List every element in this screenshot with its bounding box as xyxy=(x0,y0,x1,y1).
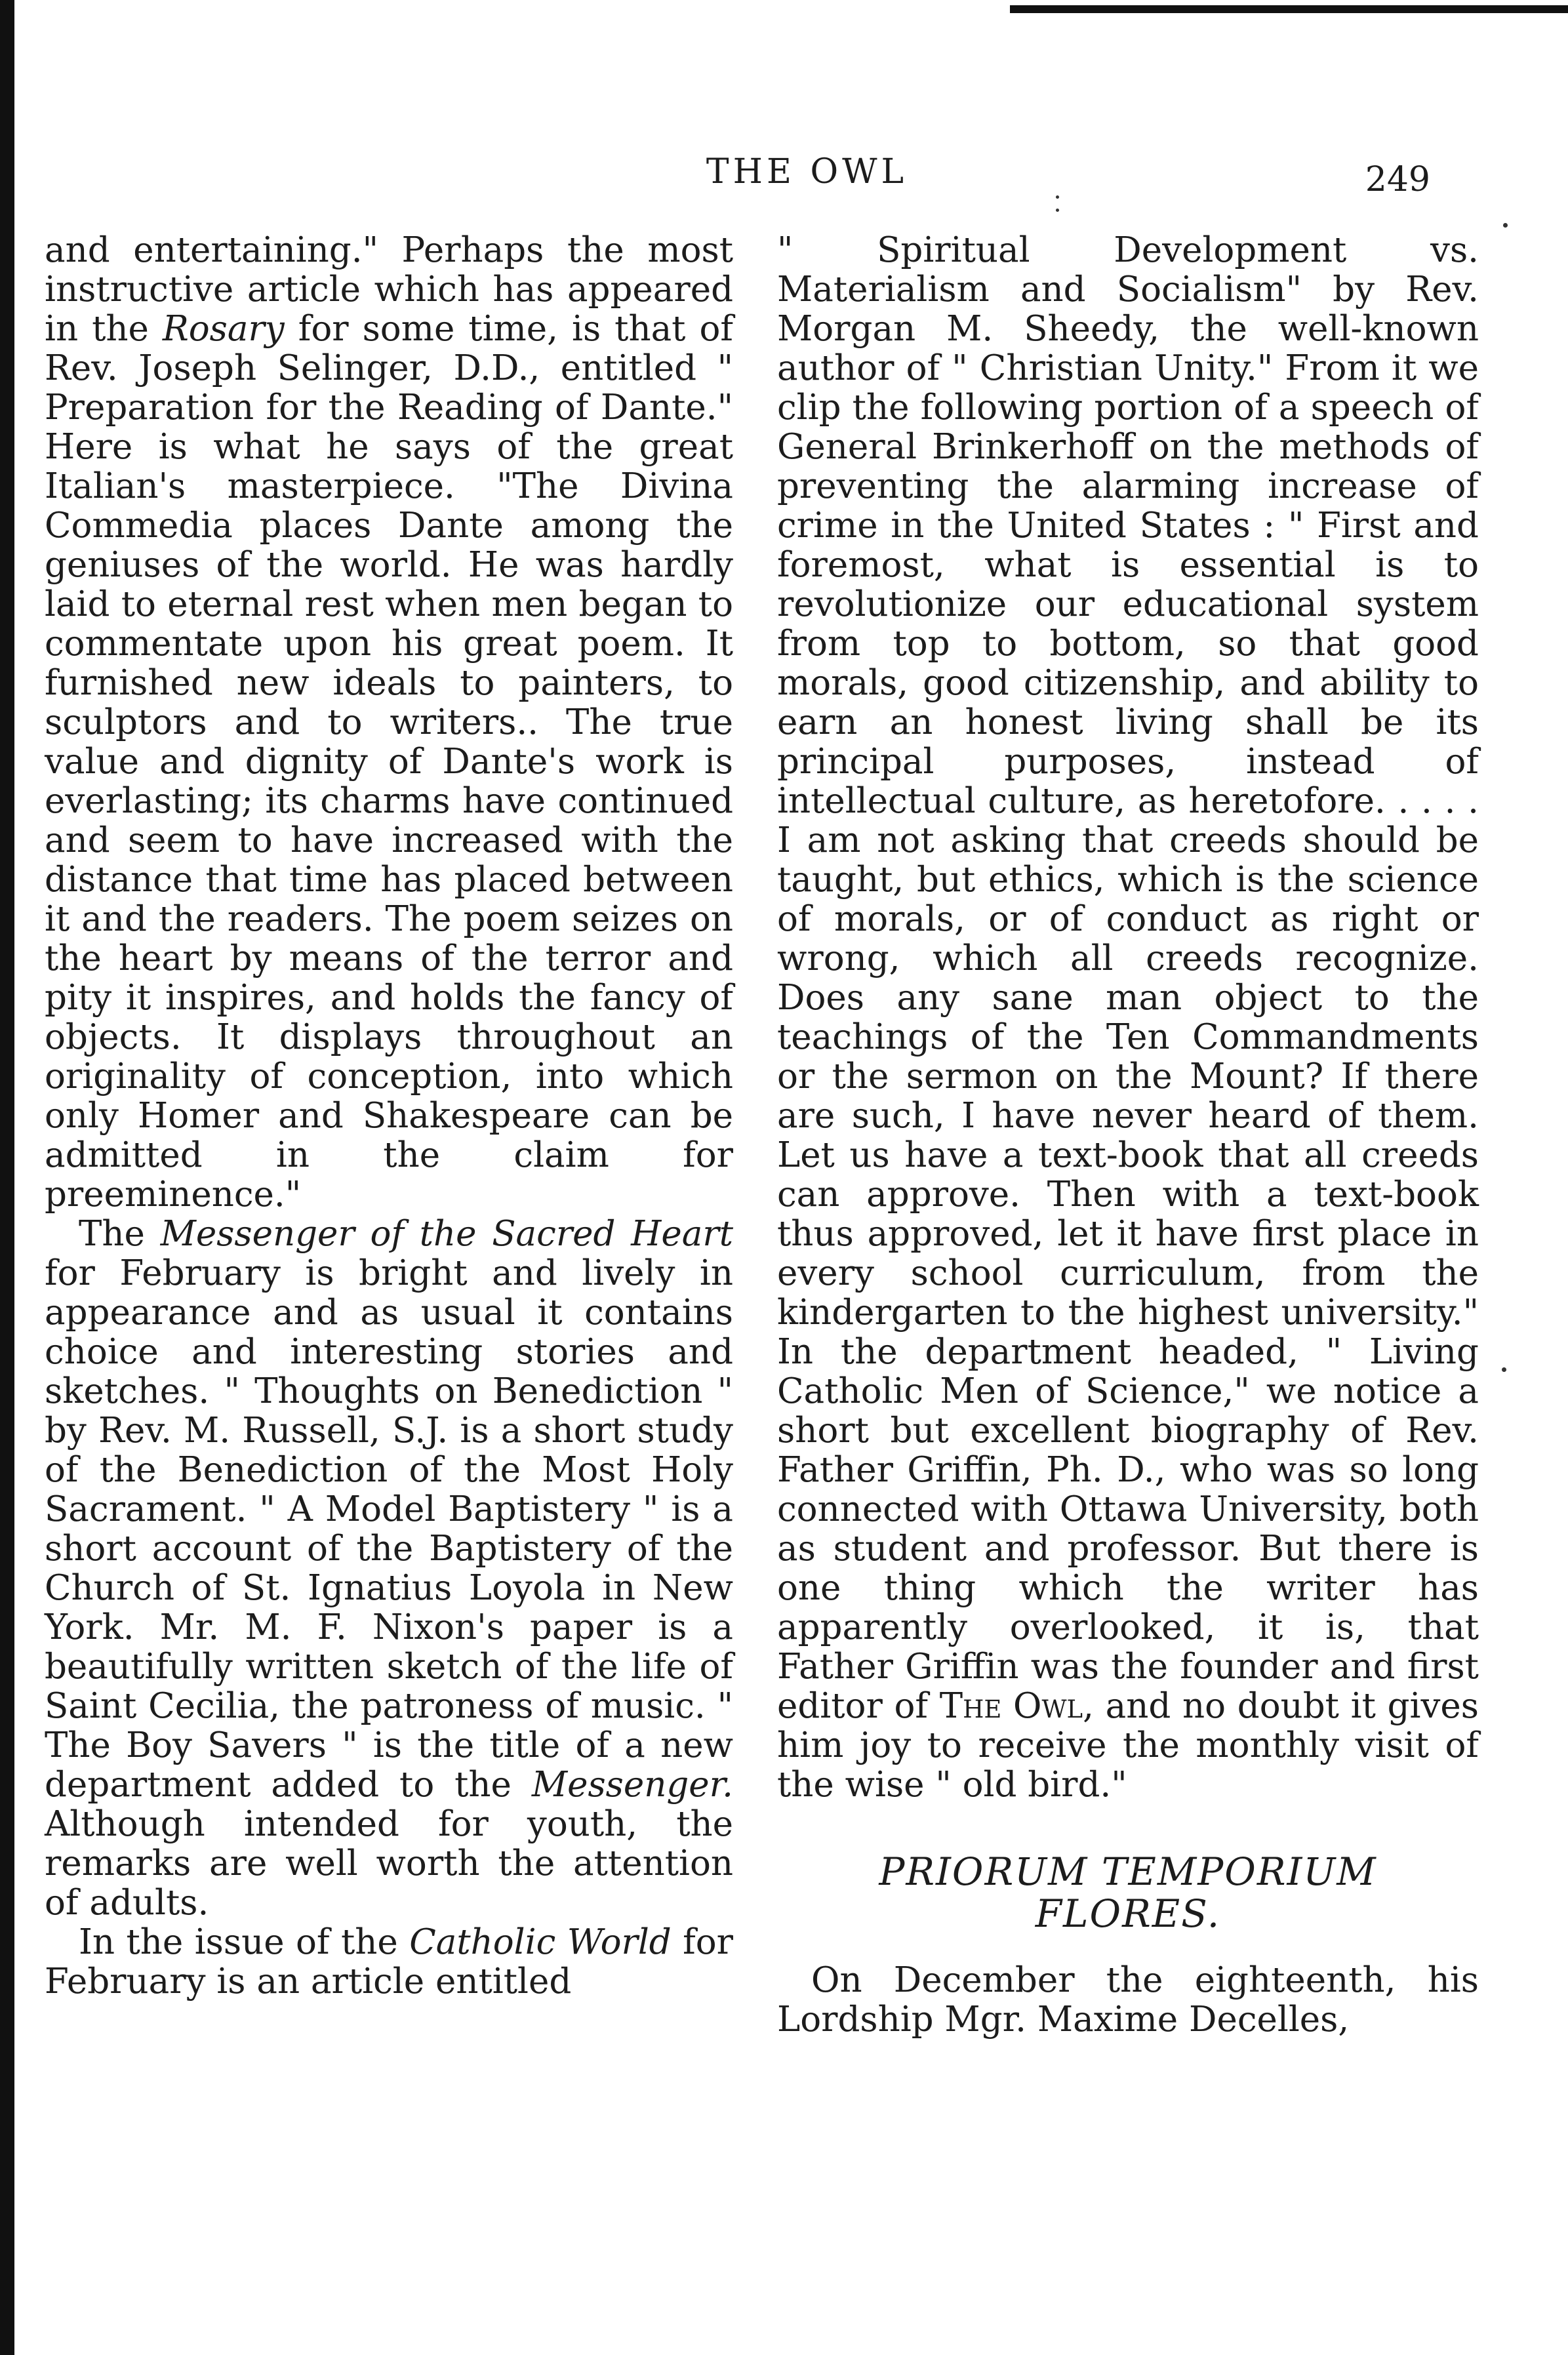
text-run: Although intended for youth, the remarks are well worth the attention of adults. xyxy=(45,1804,733,1923)
paragraph: On December the eighteenth, his Lordship Mgr. Maxime Decelles, xyxy=(777,1960,1479,2040)
speck xyxy=(1503,223,1508,228)
page-header xyxy=(0,152,1568,205)
messenger-ref: Messenger. xyxy=(531,1765,733,1805)
rosary-title: Rosary xyxy=(162,309,285,349)
paragraph xyxy=(777,231,1479,1805)
right-column xyxy=(777,231,1479,2040)
top-rule xyxy=(1010,5,1568,13)
text-run: , and no doubt it gives him joy to receive the monthly visit of the wise " old bird." xyxy=(777,1686,1479,1805)
text-run: and entertaining." Perhaps the most instructive article which has appeared in the xyxy=(45,230,733,349)
section-heading-line: FLORES. xyxy=(1035,1891,1221,1936)
paragraph xyxy=(45,1215,733,1923)
speck xyxy=(1502,1367,1506,1372)
messenger-title: Messenger of the Sacred Heart xyxy=(160,1214,733,1254)
running-head: THE OWL xyxy=(706,152,908,191)
text-run: for February is an article entitled xyxy=(45,1922,733,2002)
paragraph xyxy=(45,231,733,1215)
section-heading xyxy=(777,1851,1479,1935)
catholic-world-title: Catholic World xyxy=(409,1922,672,1962)
speck xyxy=(1056,209,1059,212)
owl-title: The Owl xyxy=(939,1686,1083,1726)
text-run: In the issue of the xyxy=(79,1922,410,1962)
text-run: " Spiritual Development vs. Materialism and Socialism" by Rev. Morgan M. Sheedy, the well-known author of " Christian Unity." From it we clip the following portion of a speech of General Brinkerhoff on the methods of preventing the alarming increase of crime in the United States : " First and foremost, what is essential is to revolutionize our educational system from top to bottom, so that good morals, good citizenship, and ability to earn an honest living shall be its principal purposes, instead of intellectual culture, as heretofore. . . . . I am not asking that creeds should be taught, but ethics, which is the science of morals, or of conduct as right or wrong, which all creeds recognize. Does any sane man object to the teachings of the Ten Commandments or the sermon on the Mount? If there are such, I have never heard of them. Let us have a text-book that all creeds can approve. Then with a text-book thus approved, let it have first place in every school curriculum, from the kindergarten to the highest university." In the department headed, " Living Catholic Men of Science," we notice a short but excellent biography of Rev. Father Griffin, Ph. D., who was so long connected with Ottawa University, both as student and professor. But there is one thing which the writer has apparently overlooked, it is, that Father Griffin was the founder and first editor of xyxy=(777,230,1479,1726)
page-number: 249 xyxy=(1365,160,1430,199)
left-column xyxy=(45,231,733,2002)
text-run: The xyxy=(79,1214,161,1254)
scan-edge xyxy=(0,0,14,2355)
section-heading-line: PRIORUM TEMPORIUM xyxy=(879,1849,1377,1894)
text-run: for February is bright and lively in appearance and as usual it contains choice and interesting stories and sketches. " Thoughts on Benediction " by Rev. M. Russell, S.J. is a short study of the Benediction of the Most Holy Sacrament. " A Model Baptistery " is a short account of the Baptistery of the Church of St. Ignatius Loyola in New York. Mr. M. F. Nixon's paper is a beautifully written sketch of the life of Saint Cecilia, the patroness of music. " The Boy Savers " is the title of a new department added to the xyxy=(45,1253,733,1805)
paragraph xyxy=(45,1923,733,2002)
text-run: for some time, is that of Rev. Joseph Selinger, D.D., entitled " Preparation for the Reading of Dante." Here is what he says of the great Italian's masterpiece. "The Divina Commedia places Dante among the geniuses of the world. He was hardly laid to eternal rest when men began to commentate upon his great poem. It furnished new ideals to painters, to sculptors and to writers.. The true value and dignity of Dante's work is everlasting; its charms have continued and seem to have increased with the distance that time has placed between it and the readers. The poem seizes on the heart by means of the terror and pity it inspires, and holds the fancy of objects. It displays throughout an originality of conception, into which only Homer and Shakespeare can be admitted in the claim for preeminence." xyxy=(45,309,733,1215)
